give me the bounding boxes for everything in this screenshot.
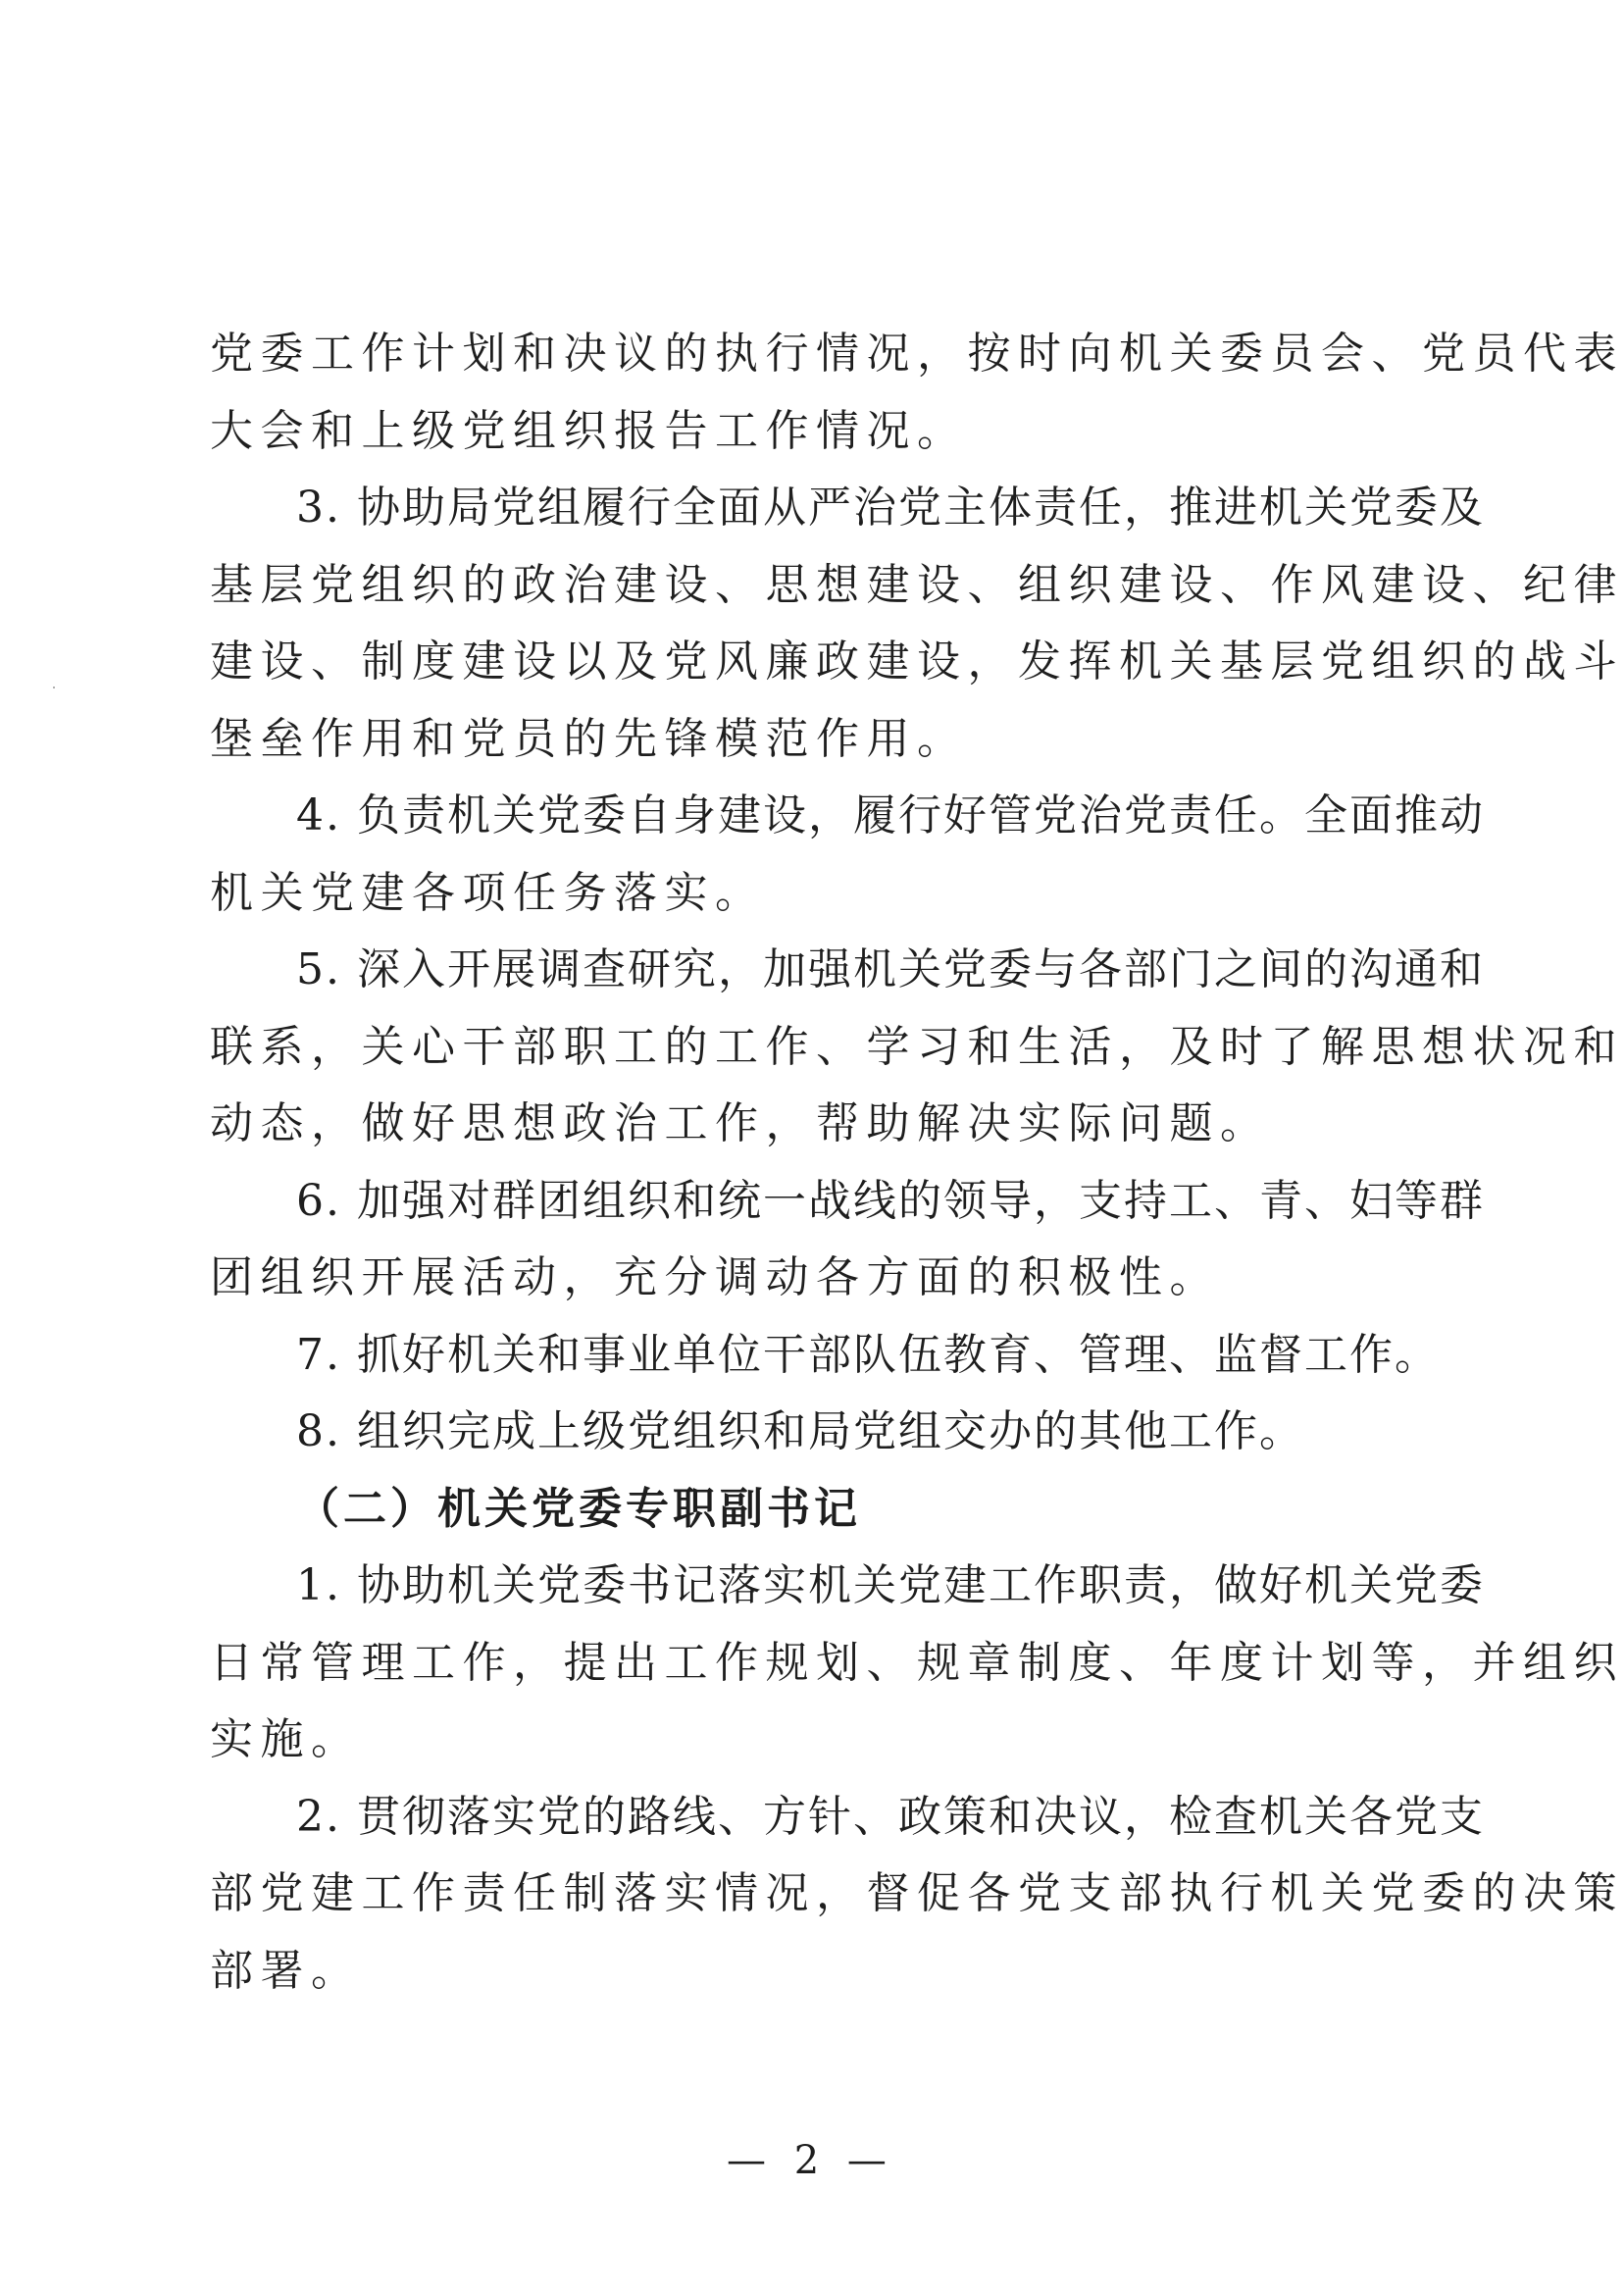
text-line: 建设、制度建设以及党风廉政建设，发挥机关基层党组织的战斗 [210,636,1624,687]
text-line: 堡垒作用和党员的先锋模范作用。 [210,713,968,764]
numbered-item-8: 8. 组织完成上级党组织和局党组交办的其他工作。 [296,1406,1304,1456]
numbered-item-1: 1. 协助机关党委书记落实机关党建工作职责，做好机关党委 [296,1560,1485,1610]
text-line: 部署。 [210,1945,362,1996]
text-line: 机关党建各项任务落实。 [210,867,766,918]
text-line: 联系，关心干部职工的工作、学习和生活，及时了解思想状况和 [210,1021,1624,1072]
scan-speck [53,687,55,688]
text-line: 日常管理工作，提出工作规划、规章制度、年度计划等，并组织 [210,1637,1624,1688]
numbered-item-5: 5. 深入开展调查研究，加强机关党委与各部门之间的沟通和 [296,944,1485,994]
text-line: 团组织开展活动，充分调动各方面的积极性。 [210,1252,1220,1302]
numbered-item-2: 2. 贯彻落实党的路线、方针、政策和决议，检查机关各党支 [296,1791,1485,1842]
text-line: 党委工作计划和决议的执行情况，按时向机关委员会、党员代表 [210,329,1624,379]
document-body [210,316,1624,2010]
numbered-item-4: 4. 负责机关党委自身建设，履行好管党治党责任。全面推动 [296,790,1485,840]
numbered-item-6: 6. 加强对群团组织和统一战线的领导，支持工、青、妇等群 [296,1175,1485,1226]
text-line: 大会和上级党组织报告工作情况。 [210,405,968,456]
text-line: 部党建工作责任制落实情况，督促各党支部执行机关党委的决策 [210,1868,1624,1918]
text-line: 动态，做好思想政治工作，帮助解决实际问题。 [210,1098,1271,1148]
text-line: 实施。 [210,1714,362,1764]
text-line: 基层党组织的政治建设、思想建设、组织建设、作风建设、纪律 [210,559,1624,610]
numbered-item-3: 3. 协助局党组履行全面从严治党主体责任，推进机关党委及 [296,483,1485,533]
page-number: — 2 — [727,2138,894,2183]
numbered-item-7: 7. 抓好机关和事业单位干部队伍教育、管理、监督工作。 [296,1329,1440,1380]
section-heading: （二）机关党委专职副书记 [296,1483,861,1534]
